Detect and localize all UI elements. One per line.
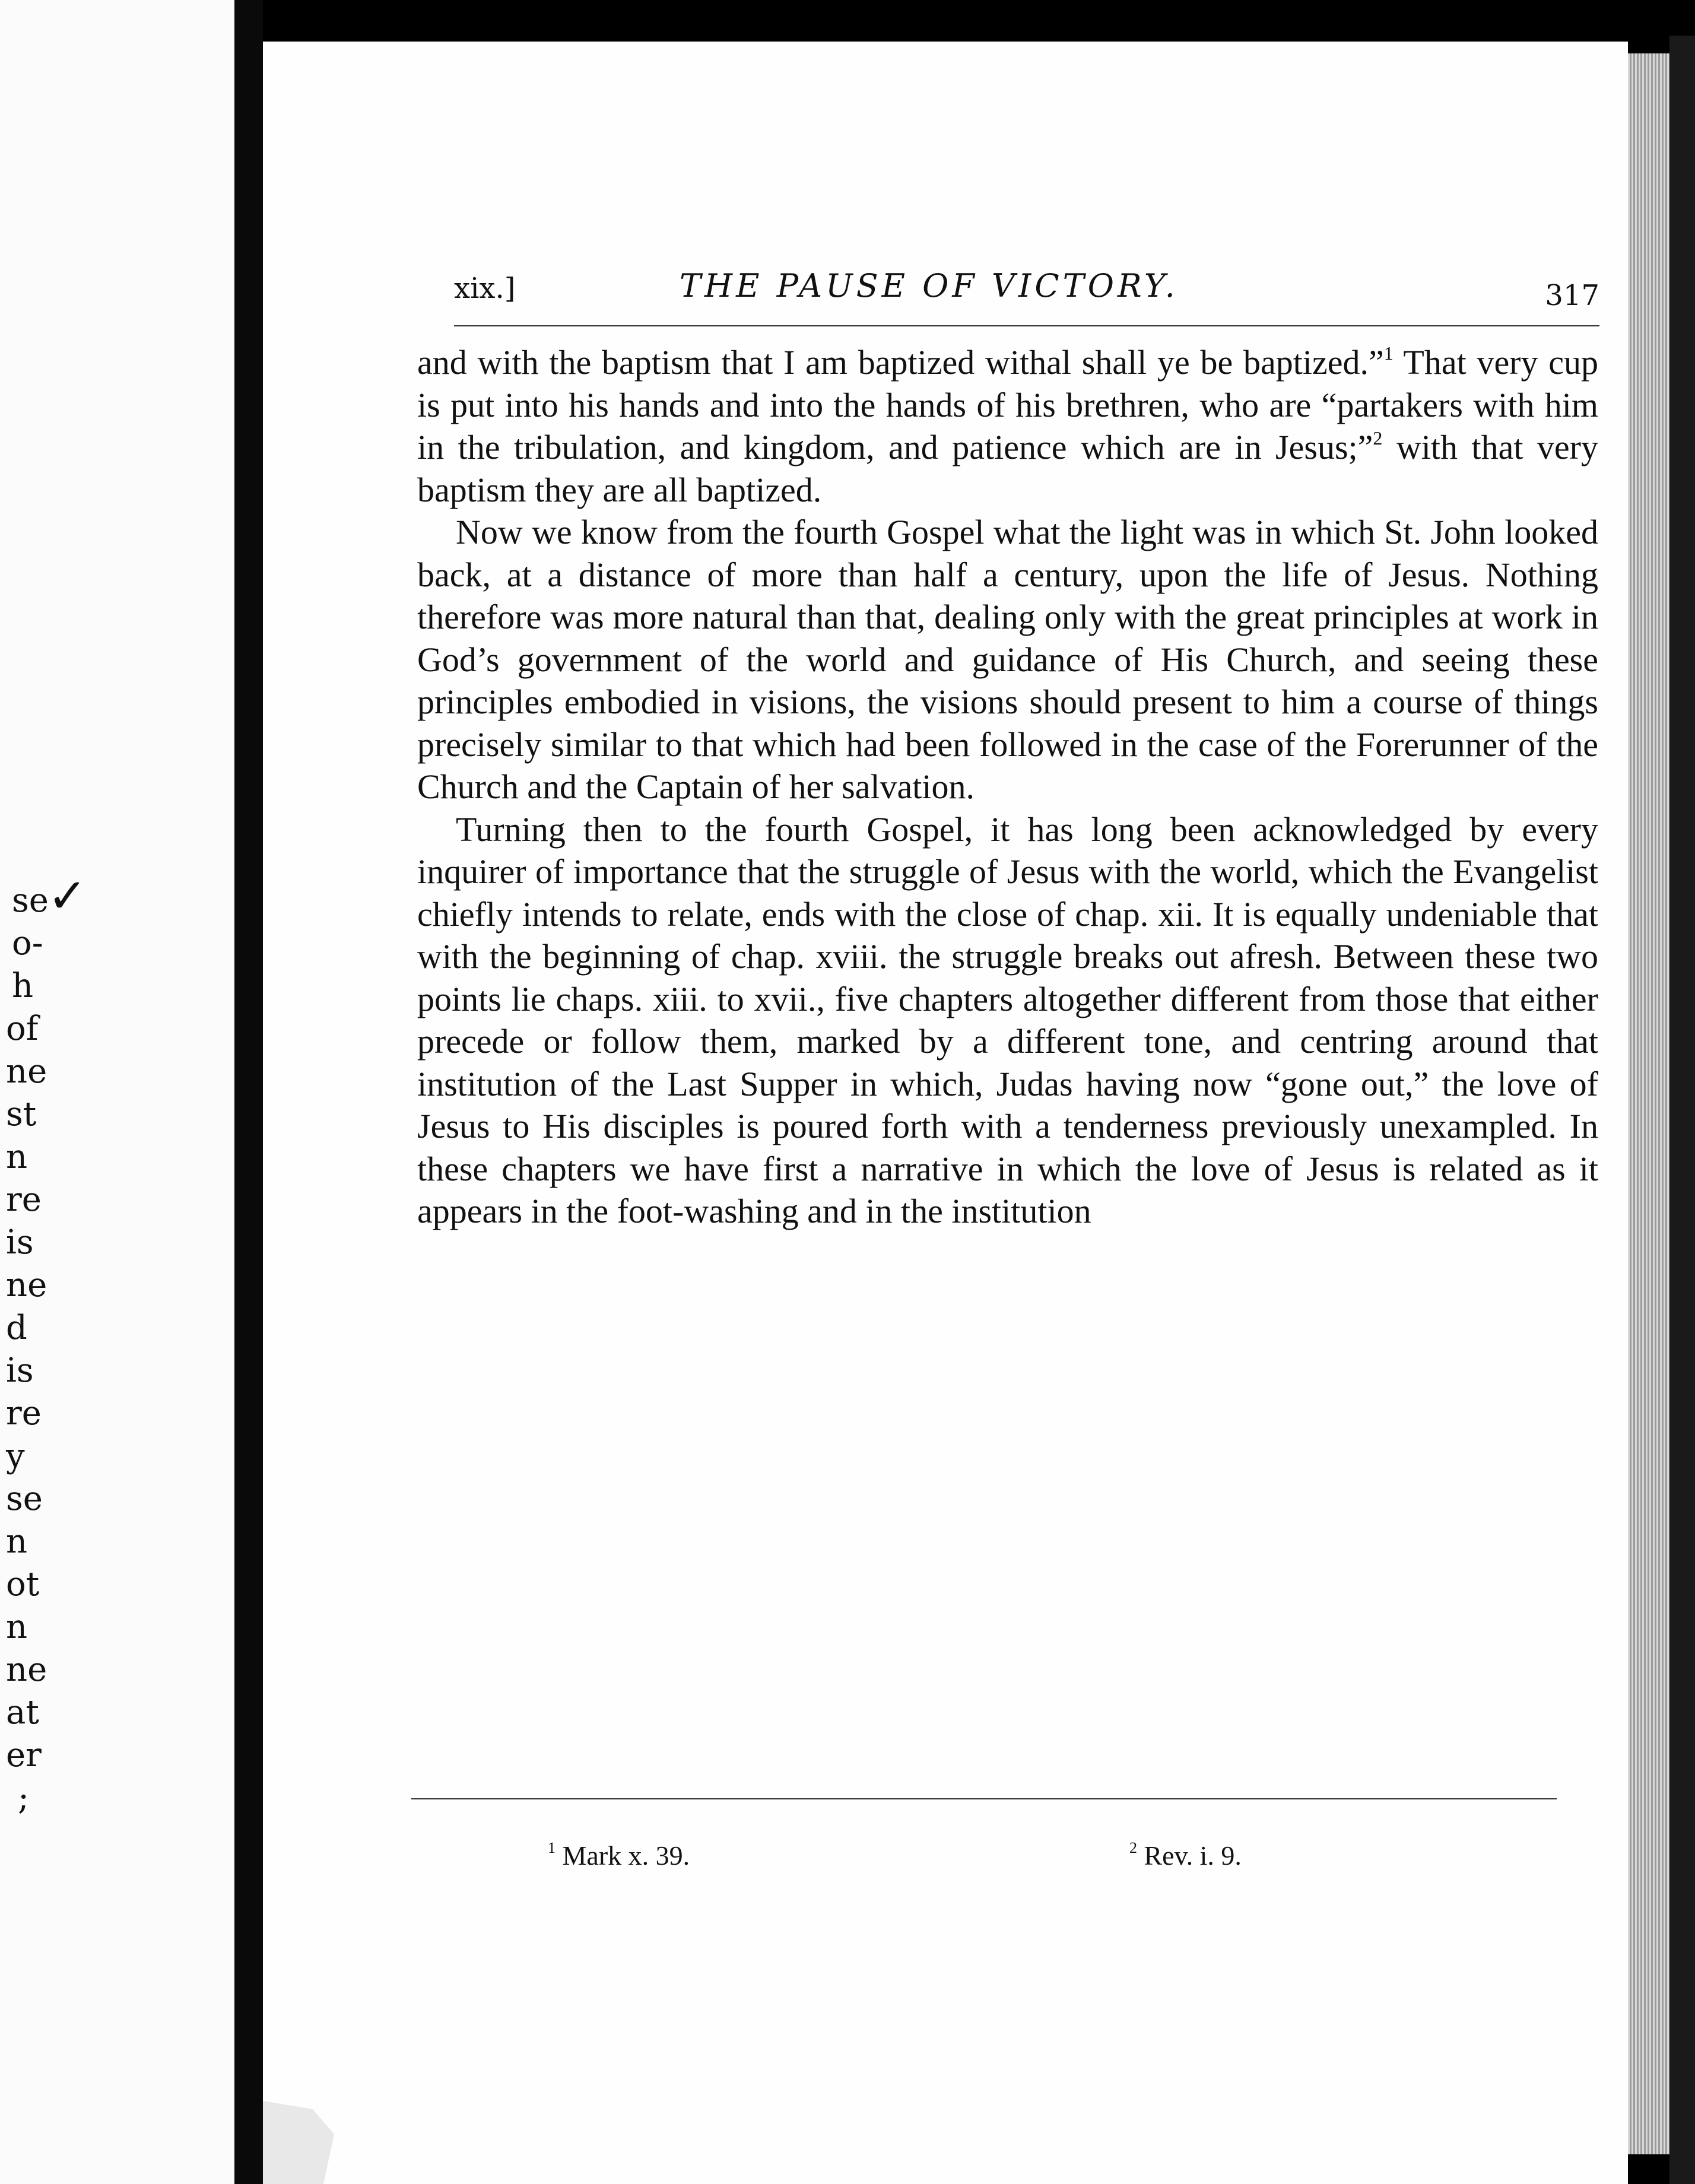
left-fragment: ne [6,1650,47,1689]
torn-page-corner [263,2101,334,2184]
footnote-ref-2: 2 [1373,427,1383,449]
left-fragment: o- [12,924,43,963]
paragraph-1 [417,341,1598,511]
left-fragment: se [12,881,49,920]
left-fragment: ne [6,1052,47,1091]
left-fragment: is [6,1351,34,1390]
book-gutter [234,0,263,2184]
book-cover-edge [1669,36,1695,2184]
footnote-ref-1: 1 [1383,342,1394,364]
left-fragment: n [6,1608,28,1646]
left-fragment: at [6,1693,39,1732]
page-block-edges [1628,53,1669,2154]
chapter-marker: xix.] [454,272,516,305]
left-fragment: se [6,1480,43,1518]
left-fragment: re [6,1394,42,1433]
left-fragment: er [6,1736,42,1774]
footnote-text: Mark x. 39. [562,1840,690,1871]
footnote-1 [548,1840,690,1871]
text-run: That very cup is put into his hands and into the hands of his brethren, who are “partakers with him in the tribulation, and kingdom, and patience which are in Jesus;” [417,343,1598,466]
running-head [454,267,1599,315]
body-text [417,341,1598,1233]
paragraph-2: Now we know from the fourth Gospel what the light was in which St. John looked back, at a distance of more than half a century, upon the life of Jesus. Nothing therefore was more natural than that, dealing only with the great principles at work in God’s government of the world and guidance of His Church, and seeing these principles embodied in visions, the visions should present to him a course of things precisely similar to that which had been followed in the case of the Forerunner of the Church and the Captain of her salvation. [417,513,1598,806]
footnote-rule [411,1798,1557,1799]
left-fragment: ne [6,1266,47,1304]
left-fragment: n [6,1522,28,1561]
page-317 [263,42,1628,2184]
left-fragment: st [6,1095,37,1134]
footnotes [411,1840,1557,1887]
left-fragment: n [6,1138,28,1176]
left-fragment: is [6,1223,34,1262]
footnote-2 [1129,1840,1242,1871]
page-number: 317 [1545,279,1599,312]
left-fragment: h [12,967,34,1005]
left-fragment: d [6,1309,27,1347]
running-title: THE PAUSE OF VICTORY. [680,267,1179,304]
text-run: with that very baptism they are all baptized. [417,428,1598,509]
text-run: and with the baptism that I am baptized withal shall ye be baptized.” [417,343,1384,382]
footnote-mark: 2 [1129,1839,1137,1856]
footnote-mark: 1 [548,1839,556,1856]
left-fragment: of [6,1010,39,1048]
left-fragment: ; [18,1779,29,1817]
paragraph-3: Turning then to the fourth Gospel, it has long been acknowledged by every inquirer of importance that the struggle of Jesus with the world, which the Evangelist chiefly intends to relate, ends with the close of chap. xii. It is equally undeniable that with the beginning of chap. xviii. the struggle breaks out afresh. Between these two points lie chaps. xiii. to xvii., five chapters altogether different from those that either precede or follow them, marked by a different tone, and centring around that institution of the Last Supper in which, Judas having now “gone out,” the love of Jesus to His disciples is poured forth with a tenderness previously unexampled. In these chapters we have first a narrative in which the love of Jesus is related as it appears in the foot-washing and in the institution [417,810,1598,1230]
left-fragment: y [6,1437,25,1475]
left-fragment: re [6,1180,42,1219]
previous-page-edge [0,0,234,2184]
left-fragment: ot [6,1565,40,1604]
footnote-text: Rev. i. 9. [1144,1840,1242,1871]
header-rule [454,325,1599,326]
check-mark: ✓ [47,868,88,923]
